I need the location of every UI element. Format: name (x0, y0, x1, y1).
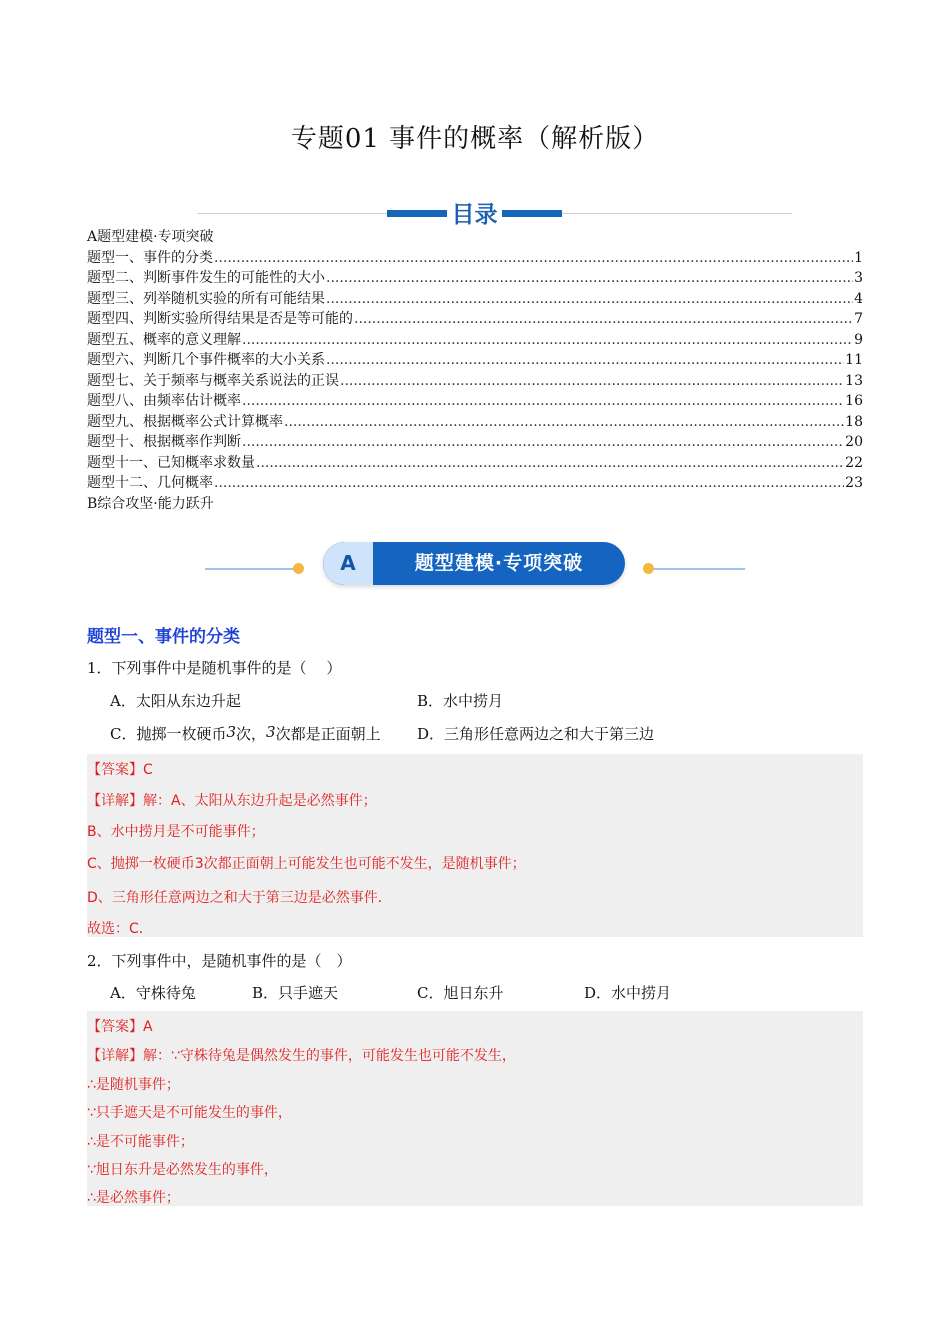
q1-detail-line: B、水中捞月是不可能事件； (87, 824, 265, 840)
q2-detail-line: ∵旭日东升是必然发生的事件， (87, 1162, 278, 1178)
q2-detail-line: ∴是随机事件； (87, 1077, 180, 1093)
q1-answer-box (87, 754, 863, 937)
question-1-stem: 1．下列事件中是随机事件的是（ ） (87, 659, 342, 677)
toc-item[interactable]: 题型三、列举随机实验的所有可能结果 ..... 4 (87, 289, 863, 310)
toc-bar-right (502, 210, 562, 217)
toc-item[interactable]: 题型一、事件的分类 ..... 1 (87, 248, 863, 269)
banner-pill (323, 542, 625, 585)
banner-letter: A (323, 542, 373, 585)
banner-text: 题型建模·专项突破 (414, 552, 584, 574)
q1-option-b: B．水中捞月 (417, 692, 504, 710)
q1-detail-line: D、三角形任意两边之和大于第三边是必然事件． (87, 890, 392, 906)
q2-option-a: A．守株待兔 (110, 984, 196, 1002)
toc-item[interactable]: 题型十、根据概率作判断 ..... 20 (87, 432, 863, 453)
toc-item[interactable]: 题型四、判断实验所得结果是否是等可能的 ..... 7 (87, 309, 863, 330)
toc-item[interactable]: 题型八、由频率估计概率 ..... 16 (87, 391, 863, 412)
q1-detail-line: C、抛掷一枚硬币3次都正面朝上可能发生也可能不发生，是随机事件； (87, 856, 526, 872)
q1-detail-line: 故选：C． (87, 921, 153, 937)
toc-item[interactable]: 题型二、判断事件发生的可能性的大小 ..... 3 (87, 268, 863, 289)
q2-option-c: C．旭日东升 (417, 984, 504, 1002)
toc-part-a[interactable]: A题型建模·专项突破 (87, 229, 214, 245)
q1-option-c: C．抛掷一枚硬币3次，3次都是正面朝上 (110, 723, 381, 743)
q2-answer-box (87, 1011, 863, 1206)
q2-detail-line: ∵只手遮天是不可能发生的事件， (87, 1105, 292, 1121)
q1-option-a: A．太阳从东边升起 (110, 692, 241, 710)
banner-dot-left (293, 563, 304, 574)
q2-option-b: B．只手遮天 (252, 984, 339, 1002)
q1-answer: 【答案】C (87, 762, 153, 778)
q2-detail-line: ∴是不可能事件； (87, 1134, 194, 1150)
toc-header (87, 198, 792, 228)
q1-option-d: D．三角形任意两边之和大于第三边 (417, 725, 655, 743)
banner-line-right (650, 568, 745, 570)
page-title: 专题01 事件的概率（解析版） (290, 124, 660, 154)
toc-item[interactable]: 题型九、根据概率公式计算概率 ..... 18 (87, 412, 863, 433)
table-of-contents (87, 227, 863, 514)
toc-item[interactable]: 题型十一、已知概率求数量 ..... 22 (87, 453, 863, 474)
toc-item[interactable]: 题型十二、几何概率 ..... 23 (87, 473, 863, 494)
q2-answer: 【答案】A (87, 1019, 153, 1035)
q2-detail-line: ∴是必然事件； (87, 1190, 180, 1206)
question-2-stem: 2．下列事件中，是随机事件的是（ ） (87, 952, 352, 970)
toc-part-b[interactable]: B综合攻坚·能力跃升 (87, 495, 214, 512)
section-title: 题型一、事件的分类 (87, 627, 240, 647)
q1-detail-line: 【详解】解：A、太阳从东边升起是必然事件； (87, 793, 377, 809)
toc-item[interactable]: 题型六、判断几个事件概率的大小关系 ..... 11 (87, 350, 863, 371)
toc-bar-left (387, 210, 447, 217)
q2-option-d: D．水中捞月 (584, 984, 672, 1002)
q2-detail-line: 【详解】解：∵守株待兔是偶然发生的事件，可能发生也可能不发生， (87, 1048, 516, 1064)
toc-item[interactable]: 题型七、关于频率与概率关系说法的正误 ..... 13 (87, 371, 863, 392)
toc-item[interactable]: 题型五、概率的意义理解 ..... 9 (87, 330, 863, 351)
section-banner (205, 540, 745, 588)
toc-label: 目录 (447, 196, 502, 229)
banner-dot-right (643, 563, 654, 574)
banner-line-left (205, 568, 300, 570)
